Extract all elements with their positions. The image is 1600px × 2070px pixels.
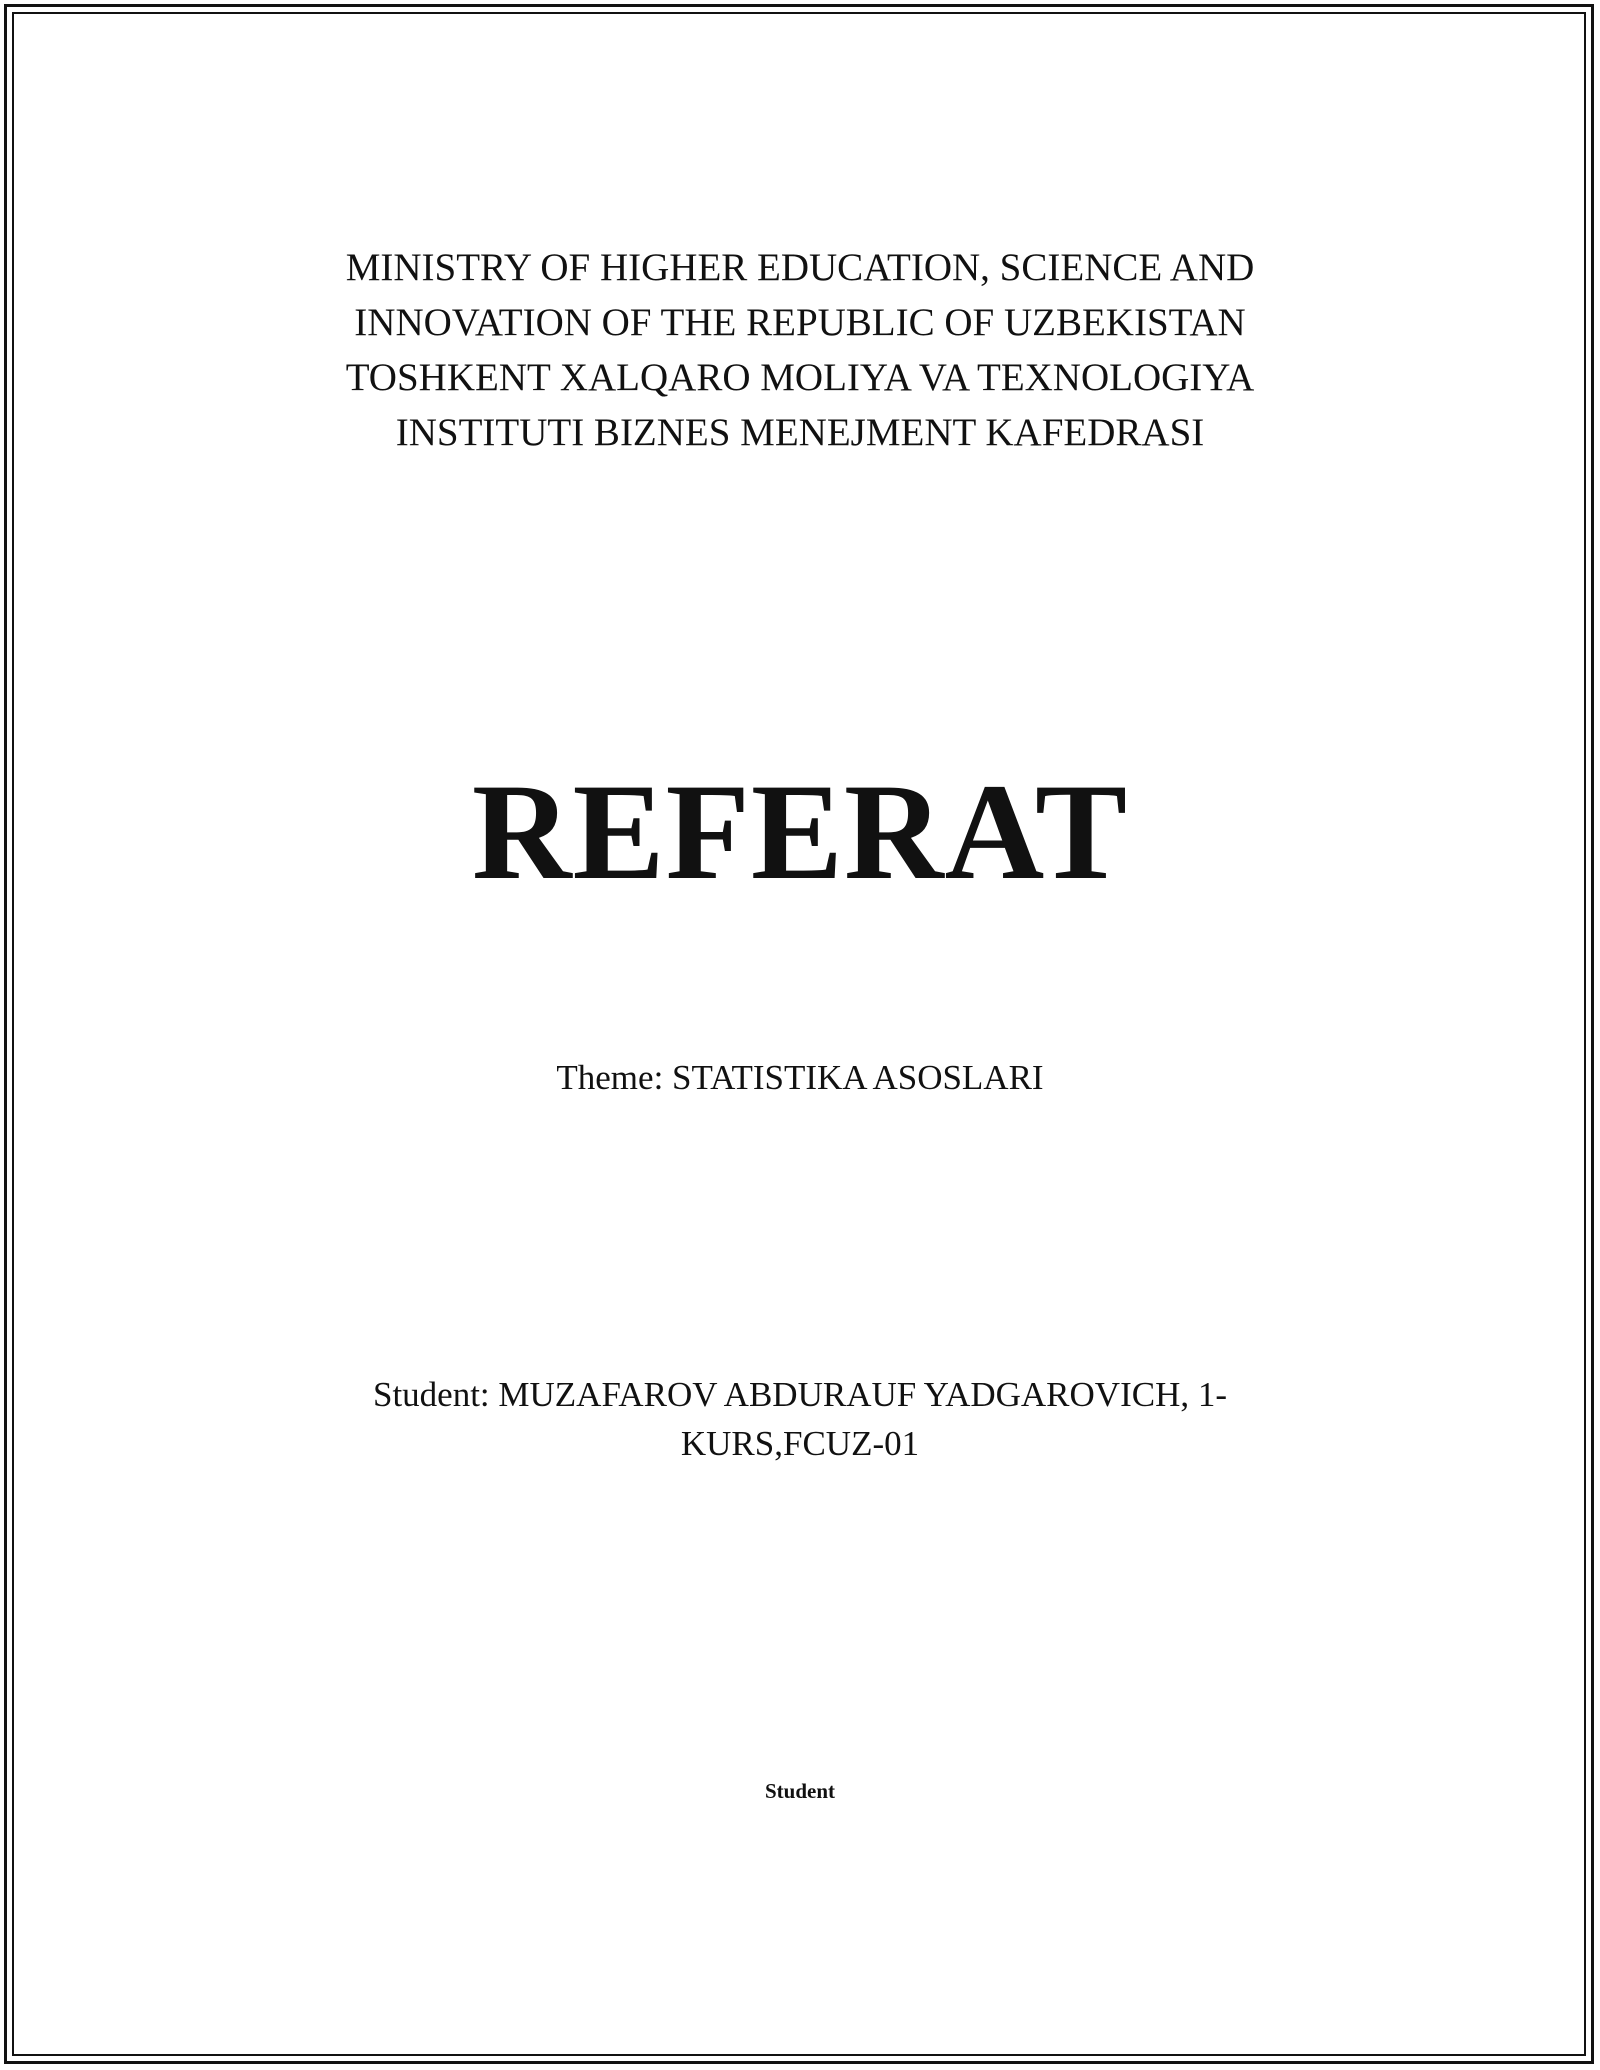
- header-line-2: INNOVATION OF THE REPUBLIC OF UZBEKISTAN: [354, 301, 1246, 344]
- header-line-3: TOSHKENT XALQARO MOLIYA VA TEXNOLOGIYA: [345, 356, 1255, 399]
- theme-line: Theme: STATISTIKA ASOSLARI: [556, 1058, 1044, 1097]
- header-line-1: MINISTRY OF HIGHER EDUCATION, SCIENCE AND: [345, 246, 1255, 289]
- institution-header: [200, 240, 1400, 460]
- student-info: [200, 1370, 1400, 1468]
- student-line-1: Student: MUZAFAROV ABDURAUF YADGAROVICH, 1-: [372, 1375, 1227, 1414]
- header-line-4: INSTITUTI BIZNES MENEJMENT KAFEDRASI: [395, 411, 1205, 454]
- document-title: REFERAT: [471, 755, 1129, 908]
- student-line-2: KURS,FCUZ-01: [680, 1424, 920, 1463]
- footer-student-label: Student: [764, 1779, 836, 1803]
